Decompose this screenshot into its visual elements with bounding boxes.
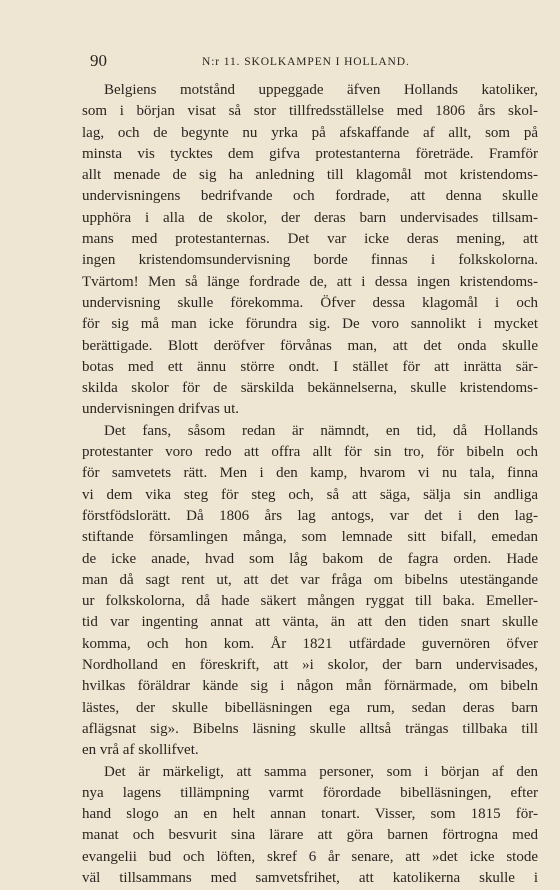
text-line: manat och besvurit sina lärare att göra barnen förtrogna med [82,827,538,844]
text-line: berättigade. Blott deröfver förvånas man, att det onda skulle [82,337,538,354]
text-line: undervisning skulle förekomma. Öfver dessa klagomål i och [82,294,538,311]
running-head [86,50,541,72]
text-line: som i början visat så stor tillfredsställelse med 1806 års skol- [82,103,538,120]
text-line: tid var ingenting annat att vänta, än att den tiden snart skulle [82,614,538,631]
text-line: förstfödslorätt. Då 1806 års lag antogs, var det i den lag- [82,507,538,524]
text-line: Belgiens motstånd uppeggade äfven Hollands katoliker, [104,82,538,98]
text-line: botas med ett ännu större ondt. I stället för att inrätta sär- [82,358,538,375]
text-line: skilda skolor för de särskilda bekännelserna, skulle kristendoms- [82,380,538,397]
text-line: mans med protestanternas. Det var icke deras mening, att [82,231,538,248]
text-line: evangelii bud och löften, skref 6 år senare, att »det icke stode [82,848,538,865]
text-line: Tvärtom! Men så länge fordrade de, att i dessa ingen kristendoms- [82,273,538,290]
text-line: ur folkskolorna, då hade säkert mången ryggat till baka. Emeller- [82,593,538,610]
text-line: protestanter voro redo att offra allt för sin tro, för bibeln och [82,444,538,461]
text-line: väl tillsammans med samvetsfrihet, att katolikerna skulle i [82,869,538,886]
text-line: en vrå af skollifvet. [82,742,199,759]
page-number: 90 [90,51,107,70]
text-line: stiftande församlingen många, som lemnade sitt bifall, emedan [82,529,538,546]
text-line: Det fans, såsom redan är nämndt, en tid, då Hollands [104,422,538,439]
text-line: undervisningens bedrifvande och fordrade, att denna skulle [82,188,538,205]
text-line: för sig må man icke förundra sig. De voro sannolikt i mycket [82,316,538,333]
text-line: lag, och de begynte nu yrka på afskaffande af allt, som på [82,124,538,141]
text-line: ingen kristendomsundervisning borde finnas i folkskolorna. [82,252,538,269]
text-line: nya lagens tillämpning varmt förordade bibelläsningen, efter [82,784,538,801]
text-line: man då sagt rent ut, att det var fråga om bibelns utestängande [82,571,538,588]
text-line: komma, och hon kom. År 1821 utfärdade guvernören öfver [82,635,538,652]
text-line: undervisningen drifvas ut. [82,401,240,418]
running-title: N:r 11. SKOLKAMPEN I HOLLAND. [202,56,410,68]
body-text [82,80,538,889]
text-line: de icke anade, hvad som låg bakom de fagra orden. Hade [82,550,538,567]
text-line: Nordholland en föreskrift, att »i skolor, der barn undervisades, [82,657,538,674]
text-line: för samvetets rätt. Men i den kamp, hvarom vi nu tala, finna [82,465,538,482]
text-line: vi dem vika steg för steg och, så att säga, sälja sin andliga [82,486,538,503]
text-line: minsta vis tycktes dem gifva protestanterna företräde. Framför [82,145,538,162]
text-line: aflägsnat sig». Bibelns läsning skulle alltså trängas tillbaka till [82,720,538,737]
text-line: Det är märkeligt, att samma personer, som i början af den [104,763,538,780]
text-line: upphöra i alla de skolor, der deras barn undervisades tillsam- [82,209,538,226]
text-line: lästes, der skulle bibelläsningen ega rum, sedan deras barn [82,699,538,716]
text-line: hvilkas föräldrar kände sig i någon mån förnärmade, om bibeln [82,678,538,695]
text-line: allt menade de sig ha anledning till klagomål mot kristendoms- [82,167,538,184]
text-line: hand slogo an en helt annan tonart. Visser, som 1815 för- [82,806,538,823]
